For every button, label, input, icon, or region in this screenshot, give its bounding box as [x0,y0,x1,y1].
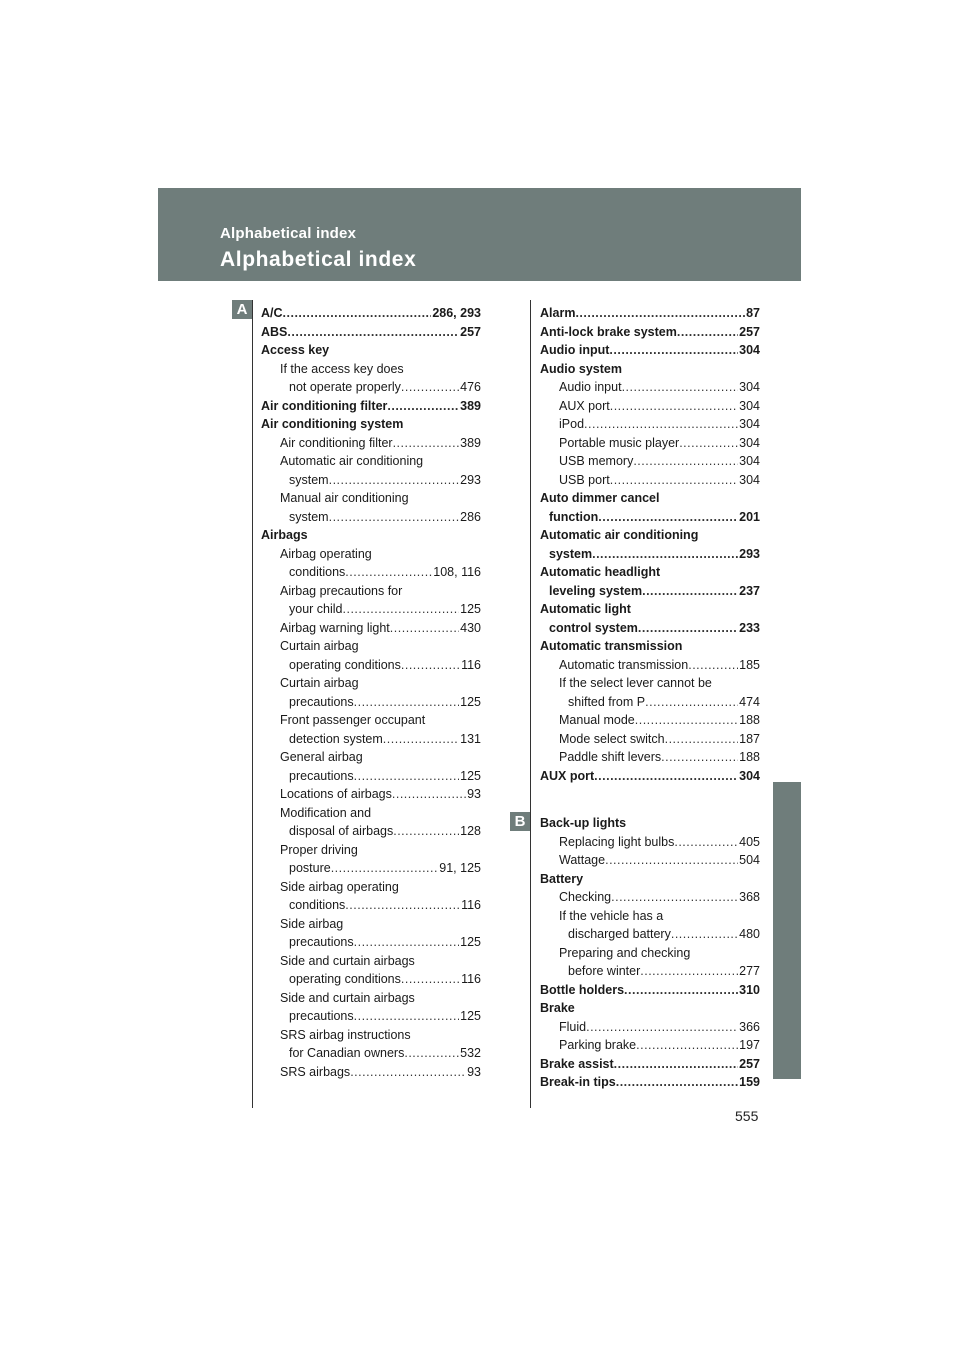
index-term: Modification and [280,805,372,820]
page-header [158,188,801,281]
index-term: conditions [289,565,346,579]
dot-leader [610,471,738,490]
index-page-ref: 504 [739,853,760,867]
index-term: precautions [289,1009,354,1023]
index-entry [261,822,481,841]
index-term: iPod [559,417,585,431]
index-entry [540,434,760,453]
index-entry [540,888,760,907]
dot-leader [345,896,460,915]
index-term: Airbag operating [280,546,372,561]
index-entry [261,1007,481,1026]
index-term: not operate properly [289,380,401,394]
index-term: General airbag [280,750,363,764]
index-entry [261,489,481,508]
index-term: Brake [540,1001,575,1015]
index-page-ref: 108, 116 [433,565,481,579]
index-page-ref: 131 [460,731,481,746]
index-term: Air conditioning system [261,417,404,431]
index-term: Proper driving [280,842,358,857]
dot-leader [679,434,738,453]
letter-tab-a: A [232,300,252,319]
index-term: operating conditions [289,972,401,986]
index-term: Side airbag operating [280,879,399,894]
index-entry [261,378,481,397]
index-entry [540,925,760,944]
index-entry [540,563,760,582]
index-page-ref: 93 [467,787,481,801]
index-entry [540,674,760,693]
index-term: system [289,472,329,487]
dot-leader [401,970,460,989]
index-term: A/C [261,306,283,320]
dot-leader [624,981,738,1000]
index-term: Alarm [540,306,576,320]
index-page-ref: 257 [739,324,760,339]
dot-leader [354,933,460,952]
index-term: Air conditioning filter [261,398,388,413]
index-term: system [289,509,329,524]
index-term: ABS [261,324,288,339]
index-term: Parking brake [559,1038,637,1052]
index-entry [261,859,481,878]
index-term: Bottle holders [540,982,625,997]
dot-leader [392,785,466,804]
index-term: Automatic air conditioning [280,454,424,468]
index-entry [540,748,760,767]
index-term: Air conditioning filter [280,435,393,450]
dot-leader [609,341,738,360]
index-entry [261,582,481,601]
index-entry [540,1018,760,1037]
index-term: conditions [289,898,346,912]
index-entry [540,944,760,963]
dot-leader [329,508,460,527]
dot-leader [393,434,460,453]
index-term: function [549,509,599,524]
left-column-rule [252,300,253,1108]
index-page-ref: 389 [460,398,481,413]
index-column-left [261,304,481,1081]
index-page-ref: 257 [460,324,481,339]
index-term: precautions [289,935,354,949]
index-term: Paddle shift levers [559,750,662,764]
index-term: Side airbag [280,916,344,931]
index-page-ref: 286, 293 [432,306,481,320]
index-entry [540,341,760,360]
index-term: Portable music player [559,435,680,450]
index-term: Side and curtain airbags [280,990,415,1005]
index-term: for Canadian owners [289,1046,405,1060]
index-page-ref: 125 [460,1009,481,1023]
dot-leader [345,563,432,582]
index-page-ref: 293 [739,546,760,561]
index-page-ref: 185 [739,657,760,672]
dot-leader [642,582,738,601]
index-entry [540,415,760,434]
index-page-ref: 474 [739,694,760,709]
index-entry [261,508,481,527]
index-term: detection system [289,731,383,746]
index-entry [261,989,481,1008]
index-term: precautions [289,768,354,783]
dot-leader [635,711,738,730]
index-term: Curtain airbag [280,676,359,690]
index-entry [540,471,760,490]
dot-leader [665,730,739,749]
index-page-ref: 304 [739,768,760,783]
dot-leader [354,767,460,786]
index-entry [540,637,760,656]
index-term: operating conditions [289,657,401,672]
dot-leader [390,619,459,638]
index-page-ref: 188 [739,713,760,727]
index-entry [540,600,760,619]
index-page-ref: 277 [739,964,760,978]
dot-leader [401,656,460,675]
index-entry [261,970,481,989]
index-page-ref: 125 [460,768,481,783]
index-page-ref: 304 [739,398,760,413]
index-entry [540,730,760,749]
index-page-ref: 159 [739,1075,760,1089]
dot-leader [610,397,738,416]
dot-leader [688,656,738,675]
index-entry [261,397,481,416]
index-entry [540,360,760,379]
index-page-ref: 201 [739,509,760,524]
index-term: Curtain airbag [280,639,359,653]
dot-leader [598,508,738,527]
index-term: Automatic headlight [540,565,661,579]
index-page-ref: 93 [467,1064,481,1079]
index-entry [540,452,760,471]
index-entry [261,637,481,656]
dot-leader [401,378,459,397]
index-entry [261,304,481,323]
index-page-ref: 304 [739,454,760,468]
right-column-rule [530,300,531,1108]
page-number: 555 [735,1108,759,1124]
index-page-ref: 125 [460,694,481,709]
index-page-ref: 304 [739,380,760,394]
index-page-ref: 116 [461,972,481,986]
index-page-ref: 116 [461,898,481,912]
index-entry [540,962,760,981]
index-page-ref: 304 [739,343,760,357]
index-term: Wattage [559,853,606,867]
index-term: Side and curtain airbags [280,953,415,968]
index-entry [261,656,481,675]
index-entry [261,360,481,379]
index-page-ref: 125 [460,602,481,616]
index-term: system [549,546,593,561]
index-entry [540,907,760,926]
index-term: Battery [540,871,584,886]
index-entry [540,1073,760,1092]
index-page-ref: 257 [739,1056,760,1071]
section-label: Alphabetical index [220,225,357,242]
dot-leader [616,1073,738,1092]
side-thumb-tab [773,782,801,1079]
index-page-ref: 188 [739,750,760,764]
index-term: Front passenger occupant [280,713,426,727]
index-entry [261,896,481,915]
dot-leader [614,1055,738,1074]
index-entry [261,415,481,434]
index-page-ref: 128 [460,824,481,838]
index-term: Automatic transmission [540,639,683,653]
index-term: Back-up lights [540,816,627,830]
index-entry [540,1036,760,1055]
index-term: discharged battery [568,927,671,941]
index-entry [540,870,760,889]
index-term: SRS airbags [280,1064,351,1079]
index-term: Automatic transmission [559,657,689,672]
index-page-ref: 286 [460,509,481,524]
index-term: Access key [261,343,330,357]
index-entry [261,674,481,693]
index-term: Checking [559,890,612,904]
index-column-right-b [540,814,760,1092]
index-term: Brake assist [540,1056,614,1071]
index-page-ref: 532 [460,1046,481,1060]
index-entry [540,711,760,730]
index-column-right-a [540,304,760,785]
dot-leader [622,378,739,397]
index-page-ref: 233 [739,620,760,635]
index-term: If the select lever cannot be [559,676,712,690]
index-term: Airbag precautions for [280,583,403,598]
index-term: Automatic air conditioning [540,528,699,542]
dot-leader [584,415,738,434]
dot-leader [674,833,738,852]
dot-leader [575,304,745,323]
dot-leader [661,748,738,767]
index-entry [261,526,481,545]
index-entry [540,656,760,675]
dot-leader [354,1007,460,1026]
dot-leader [329,471,460,490]
index-page-ref: 304 [739,472,760,487]
index-entry [261,619,481,638]
index-term: Audio system [540,361,622,376]
index-term: Manual mode [559,713,635,727]
index-page-ref: 293 [460,472,481,487]
index-entry [261,952,481,971]
index-entry [261,434,481,453]
index-term: Airbags [261,528,308,542]
index-term: USB memory [559,454,634,468]
dot-leader [354,693,460,712]
index-page-ref: 91, 125 [439,861,481,875]
index-entry [261,915,481,934]
index-term: AUX port [559,398,610,413]
index-entry [261,785,481,804]
index-entry [540,582,760,601]
index-term: leveling system [549,583,643,598]
index-entry [261,933,481,952]
dot-leader [387,397,459,416]
dot-leader [636,1036,738,1055]
index-term: SRS airbag instructions [280,1027,411,1042]
index-entry [540,508,760,527]
index-term: Break-in tips [540,1075,616,1089]
index-term: Fluid [559,1019,587,1034]
index-entry [261,693,481,712]
index-term: Audio input [559,380,622,394]
index-page-ref: 368 [739,890,760,904]
index-entry [540,999,760,1018]
index-entry [540,693,760,712]
index-entry [540,814,760,833]
dot-leader [605,851,738,870]
dot-leader [633,452,738,471]
index-entry [540,323,760,342]
index-entry [261,545,481,564]
dot-leader [677,323,738,342]
index-term: control system [549,620,638,635]
dot-leader [287,323,459,342]
index-page-ref: 187 [739,731,760,746]
dot-leader [331,859,439,878]
dot-leader [283,304,432,323]
index-term: If the vehicle has a [559,908,664,923]
index-entry [261,452,481,471]
index-term: before winter [568,964,641,978]
index-entry [261,711,481,730]
dot-leader [594,767,738,786]
index-entry [261,767,481,786]
index-entry [261,878,481,897]
index-entry [261,600,481,619]
index-page-ref: 480 [739,927,760,941]
dot-leader [404,1044,459,1063]
index-term: your child [289,602,343,616]
index-term: Audio input [540,343,610,357]
index-entry [261,341,481,360]
page-title: Alphabetical index [220,248,417,271]
index-page-ref: 304 [739,417,760,431]
index-term: Anti-lock brake system [540,324,677,339]
index-entry [261,563,481,582]
index-term: disposal of airbags [289,824,394,838]
index-entry [540,526,760,545]
dot-leader [638,619,738,638]
index-page-ref: 476 [460,380,481,394]
index-entry [261,323,481,342]
dot-leader [611,888,738,907]
dot-leader [671,925,738,944]
index-term: If the access key does [280,361,404,376]
letter-tab-b: B [510,812,530,831]
index-term: Mode select switch [559,731,665,746]
index-term: USB port [559,472,610,487]
index-entry [261,471,481,490]
index-entry [540,981,760,1000]
index-page-ref: 310 [739,982,760,997]
index-term: Preparing and checking [559,945,691,960]
index-term: AUX port [540,768,595,783]
index-term: Replacing light bulbs [559,834,675,849]
index-entry [540,304,760,323]
dot-leader [350,1063,466,1082]
dot-leader [343,600,460,619]
index-entry [540,767,760,786]
index-term: Manual air conditioning [280,491,409,505]
index-term: Auto dimmer cancel [540,491,660,505]
index-entry [540,397,760,416]
index-page-ref: 116 [461,657,481,672]
index-entry [261,730,481,749]
index-entry [261,1044,481,1063]
index-term: Airbag warning light [280,620,390,635]
index-page-ref: 430 [460,620,481,635]
index-term: Locations of airbags [280,787,392,801]
index-entry [540,1055,760,1074]
index-entry [261,1063,481,1082]
dot-leader [586,1018,738,1037]
index-entry [540,489,760,508]
index-page-ref: 304 [739,435,760,450]
index-page-ref: 125 [460,935,481,949]
dot-leader [645,693,738,712]
dot-leader [383,730,459,749]
dot-leader [393,822,459,841]
index-term: Automatic light [540,602,631,616]
index-term: shifted from P [568,694,646,709]
index-entry [540,851,760,870]
index-entry [540,378,760,397]
index-entry [261,804,481,823]
index-entry [540,619,760,638]
index-page-ref: 405 [739,834,760,849]
index-page-ref: 87 [746,306,760,320]
index-term: precautions [289,694,354,709]
dot-leader [592,545,738,564]
index-page-ref: 237 [739,583,760,598]
index-entry [540,545,760,564]
dot-leader [640,962,738,981]
index-entry [540,833,760,852]
index-entry [261,841,481,860]
index-page-ref: 197 [739,1038,760,1052]
index-entry [261,1026,481,1045]
index-page-ref: 366 [739,1019,760,1034]
index-term: posture [289,861,331,875]
index-page-ref: 389 [460,435,481,450]
index-entry [261,748,481,767]
